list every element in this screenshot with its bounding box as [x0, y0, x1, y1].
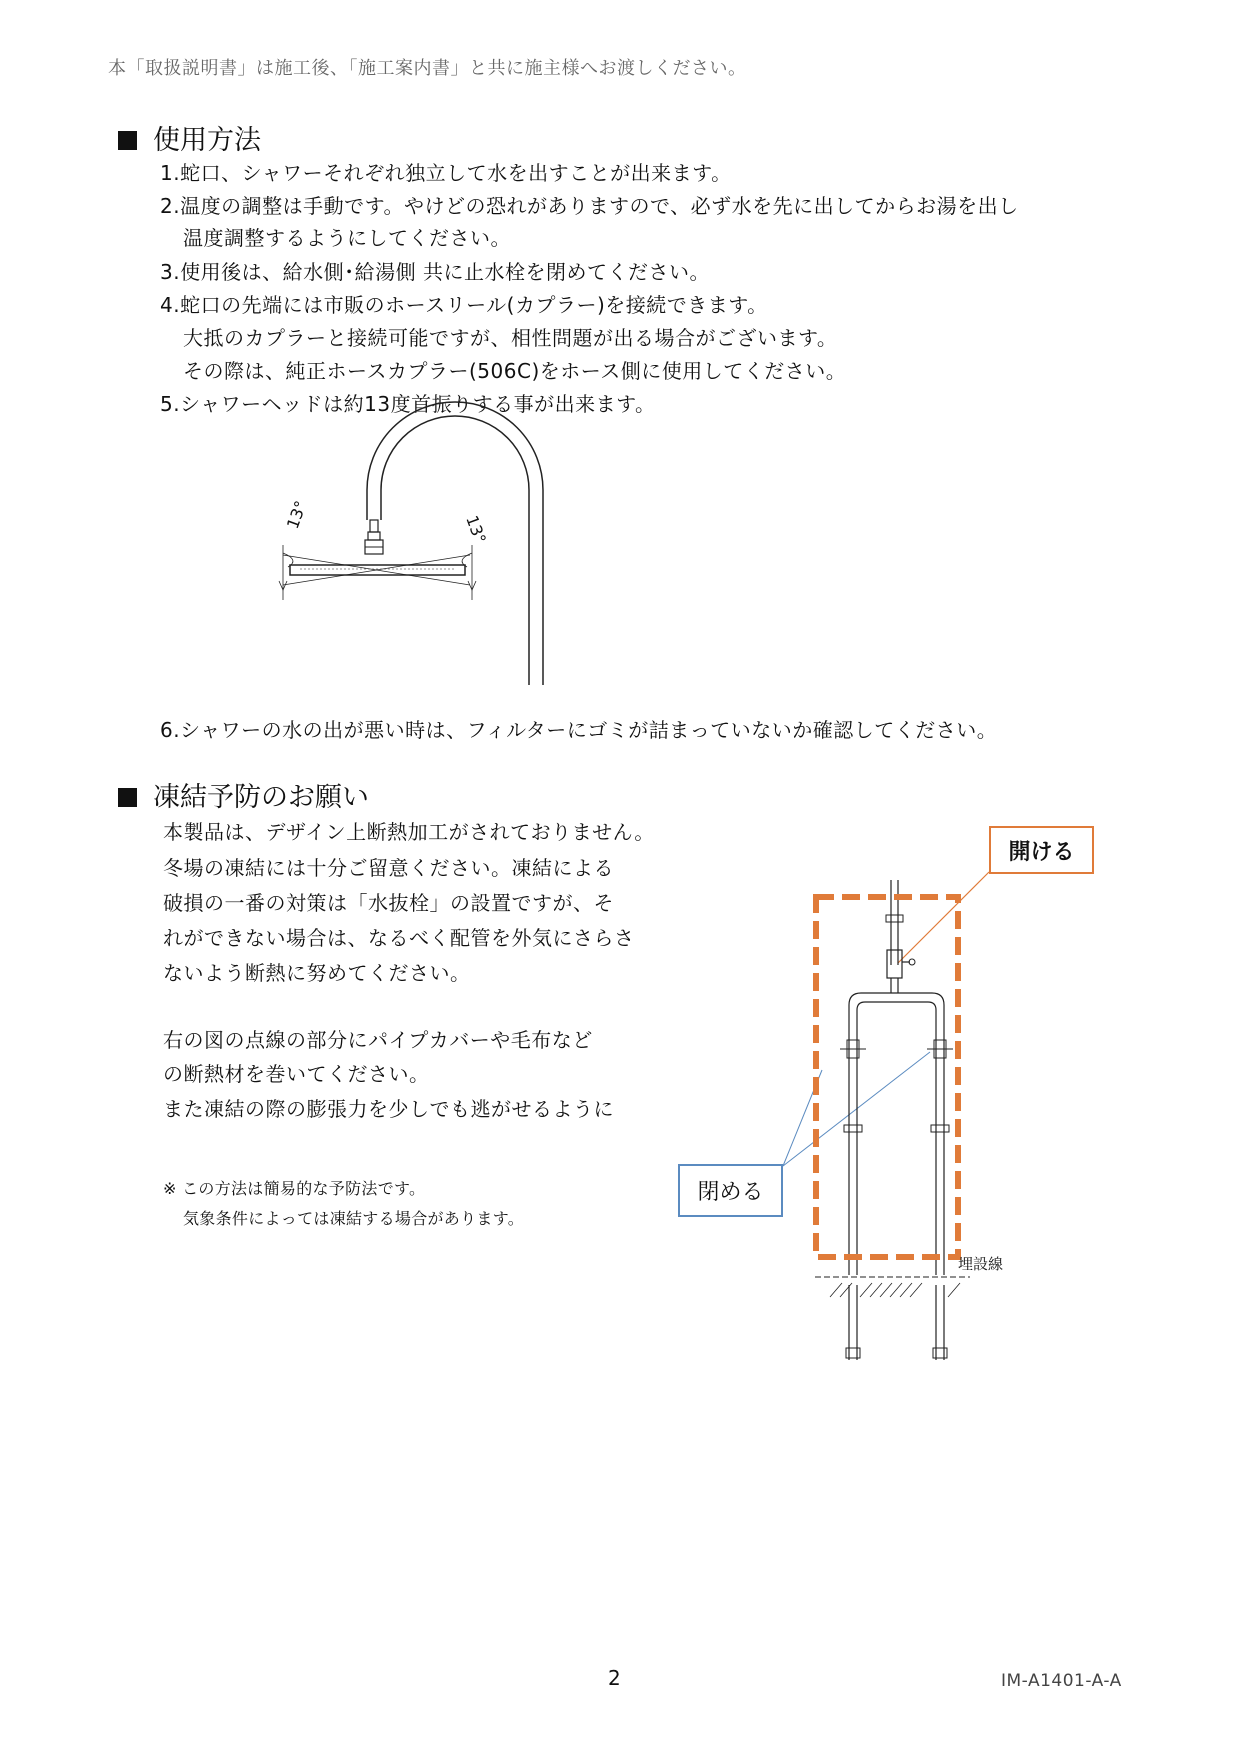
usage-line-6: 6.シャワーの水の出が悪い時は、フィルターにゴミが詰まっていないか確認してください。	[160, 718, 998, 742]
freeze-note-line1: ※ この方法は簡易的な予防法です。	[163, 1179, 426, 1198]
freeze-para1-line5: ないよう断熱に努めてください。	[163, 961, 471, 985]
burial-line-label: 埋設線	[958, 1255, 1004, 1273]
freeze-title-text: 凍結予防のお願い	[153, 782, 369, 813]
usage-line-4: 4.蛇口の先端には市販のホースリール(カプラー)を接続できます。	[160, 293, 768, 317]
freeze-para1-line4: れができない場合は、なるべく配管を外気にさらさ	[163, 926, 635, 950]
freeze-note-line2: 気象条件によっては凍結する場合があります。	[183, 1209, 525, 1228]
freeze-para1-line2: 冬場の凍結には十分ご留意ください。凍結による	[163, 856, 614, 880]
document-code: IM-A1401-A-A	[1001, 1671, 1122, 1691]
usage-title-text: 使用方法	[153, 125, 261, 156]
freeze-para1-line1: 本製品は、デザイン上断熱加工がされておりません。	[163, 820, 655, 844]
freeze-para2-line1: 右の図の点線の部分にパイプカバーや毛布など	[163, 1028, 593, 1052]
usage-line-2: 2.温度の調整は手動です。やけどの恐れがありますので、必ず水を先に出してからお湯を出し	[160, 194, 1019, 218]
callout-close: 閉める	[678, 1164, 783, 1217]
freeze-para1-line3: 破損の一番の対策は「水抜栓」の設置ですが、そ	[163, 891, 614, 915]
usage-line-1: 1.蛇口、シャワーそれぞれ独立して水を出すことが出来ます。	[160, 161, 732, 185]
usage-line-5: 5.シャワーヘッドは約13度首振りする事が出来ます。	[160, 392, 656, 416]
usage-line-3: 3.使用後は、給水側･給湯側 共に止水栓を閉めてください。	[160, 260, 710, 284]
usage-line-2b: 温度調整するようにしてください。	[183, 226, 511, 250]
angle-left-label: 13°	[282, 498, 311, 532]
page-number: 2	[608, 1666, 621, 1690]
header-note: 本「取扱説明書」は施工後、「施工案内書」と共に施主様へお渡しください。	[108, 58, 747, 79]
callout-open: 開ける	[989, 826, 1094, 874]
usage-line-4b: 大抵のカプラーと接続可能ですが、相性問題が出る場合がございます。	[183, 326, 838, 350]
usage-line-4c: その際は、純正ホースカプラー(506C)をホース側に使用してください。	[183, 359, 847, 383]
freeze-para2-line2: の断熱材を巻いてください。	[163, 1062, 430, 1086]
freeze-para2-line3: また凍結の際の膨張力を少しでも逃がせるように	[163, 1097, 614, 1121]
angle-right-label: 13°	[462, 512, 490, 547]
